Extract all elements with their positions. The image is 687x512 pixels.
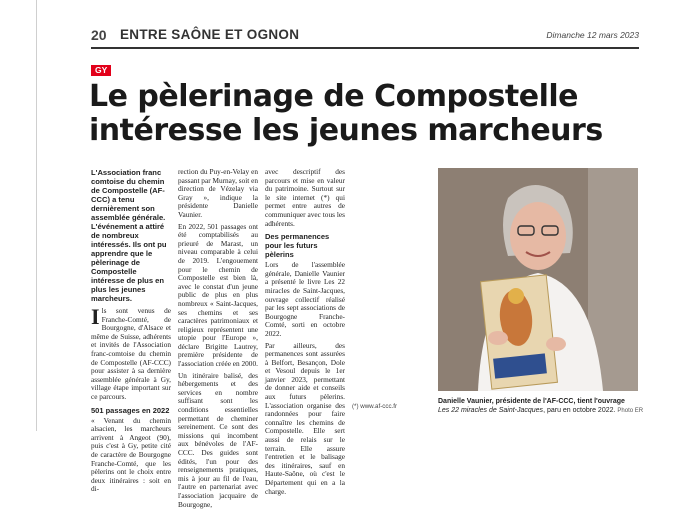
headline — [89, 80, 649, 148]
page-number: 20 — [91, 27, 107, 43]
paragraph: « Venant du chemin alsacien, les marcheurs arrivent à Angeot (90), puis c'est à Gy, petite cité de caractère de Bourgogne Franche-Comté, que les pèlerins ont le choix entre deux itinéraires : soit en di- — [91, 415, 171, 494]
paragraph: avec descriptif des parcours et mise en valeur du patrimoine. Surtout sur le site internet (*) qui permet entre autres de communiquer avec tous les adhérents. — [265, 167, 345, 228]
article-column-1 — [91, 168, 171, 497]
section-title: ENTRE SAÔNE ET OGNON — [120, 27, 300, 42]
paragraph: Un itinéraire balisé, des hébergements et des services en nombre suffisant sont les conditions essentielles permettant de cheminer sereinement. Ce sont des missions qui incombent aux bénévoles de l'AF-CCC. Des guides sont édités, l'un pour des renseignements pratiques, mis à jour au fil de l'eau, l'autre en partenariat avec l'association jacquaire de Bourgogne, — [178, 370, 258, 509]
article-column-2 — [178, 168, 258, 512]
photo-caption — [438, 398, 648, 415]
page-margin-rule — [36, 0, 37, 431]
paragraph: Par ailleurs, des permanences sont assurées à Belfort, Besançon, Dole et Vesoul depuis le 1er janvier 2023, permettant de donner aide et conseils aux futurs pèlerins. L'association organise des randonnées pour faire connaître les chemins de Compostelle. Elle sert aussi de relais sur le terrain. Elle assure l'entretien et le balisage des itinéraires, sauf en Haute-Saône, où c'est le Département qui en a la charge. — [265, 340, 345, 496]
photo-illustration — [438, 168, 638, 391]
paragraph: rection du Puy-en-Velay en passant par Murnay, soit en direction de Vézelay via Gray », indique la présidente Danielle Vaunier. — [178, 167, 258, 219]
subheading-passages: 501 passages en 2022 — [91, 405, 170, 415]
headline-line-1: Le pèlerinage de Compostelle — [89, 79, 578, 114]
photo-credit: Photo ER — [617, 407, 644, 414]
footnote-url: (*) www.af-ccc.fr — [352, 403, 398, 410]
face-shape — [510, 202, 566, 270]
paragraph: En 2022, 501 passages ont été comptabilisés au prieuré de Marast, un niveau comparable à celui de 2019. L'engouement pour le chemin de Compostelle est bien là, avec le constat d'un jeune public de plus en plus nombreux « Saint-Jacques, ses chemins et ses caractères patrimoniaux et religieux représentent une utopie pour l'Europe », déclare Brigitte Lautrey, première présidente de l'association créée en 2000. — [178, 221, 258, 369]
article-photo — [438, 168, 638, 391]
headline-line-2: intéresse les jeunes marcheurs — [89, 113, 603, 148]
caption-bold: Danielle Vaunier, présidente de l'AF-CCC, tient l'ouvrage — [438, 398, 625, 405]
drop-cap: I — [91, 304, 100, 329]
paragraph — [91, 304, 171, 402]
header-divider — [91, 47, 639, 49]
caption-book-title: Les 22 miracles de Saint-Jacques — [438, 406, 544, 414]
article-column-3 — [265, 168, 345, 499]
issue-date: Dimanche 12 mars 2023 — [546, 30, 639, 40]
subheading-permanences: Des permanences pour les futurs pèlerins — [265, 232, 330, 260]
paragraph: Lors de l'assemblée générale, Danielle Vaunier a présenté le livre Les 22 miracles de Saint-Jacques, ouvrage collectif réalisé par les sept associations de Bourgogne Franche-Comté, sorti en octobre 2022. — [265, 260, 345, 338]
page-header — [91, 26, 639, 46]
caption-tail: , paru en octobre 2022. — [543, 406, 616, 414]
paragraph-text: ls sont venus de Franche-Comté, de Bourgogne, d'Alsace et même de Suisse, adhérents et invités de l'Association franc-comtoise du chemin de Compostelle (AF-CCC) pour assister à sa dernière assemblée générale à Gy, village étape important sur ce parcours. — [91, 306, 171, 401]
article-lead: L'Association franc comtoise du chemin de Compostelle (AF-CCC) a tenu dernièrement son assemblée générale. L'événement a attiré de nombreux intéressés. Ils ont pu apprendre que le pèlerinage de Compostelle intéresse de plus en plus les jeunes marcheurs. — [91, 168, 167, 303]
location-tag: GY — [91, 65, 111, 76]
